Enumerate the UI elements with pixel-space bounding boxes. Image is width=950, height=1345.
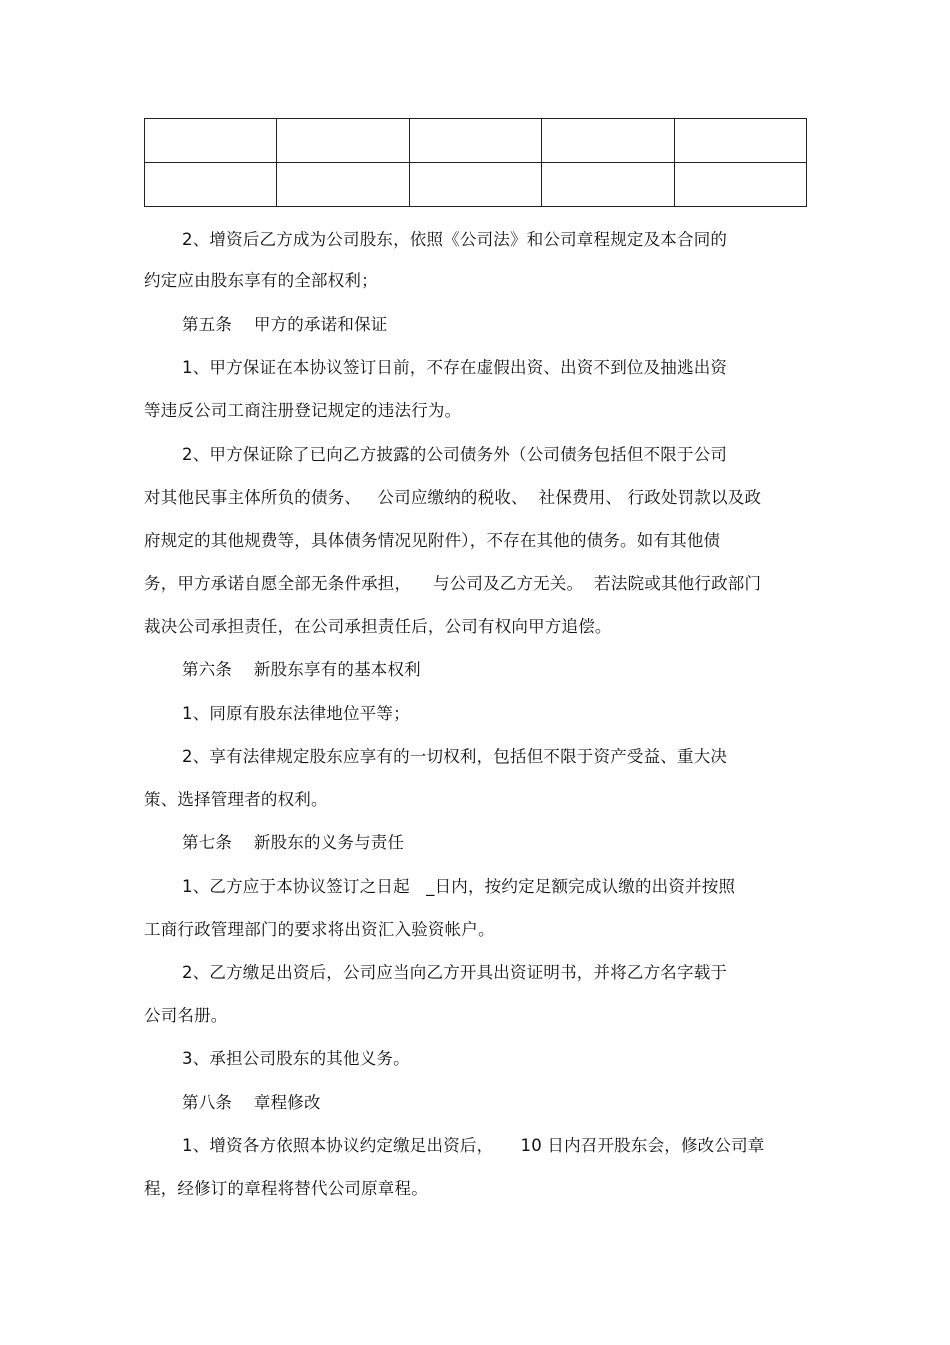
table-cell [542,119,674,163]
article-7-item-3: 3、承担公司股东的其他义务。 [182,1049,410,1068]
table-cell [674,163,806,207]
article-7-item-2-line-1: 2、乙方缴足出资后，公司应当向乙方开具出资证明书，并将乙方名字载于 [182,963,728,982]
article-5-item-2-line-3: 府规定的其他规费等，具体债务情况见附件），不存在其他的债务。如有其他债 [144,531,721,550]
article-6-heading: 第六条 新股东享有的基本权利 [182,660,421,679]
article-5-item-2-line-2: 对其他民事主体所负的债务、 公司应缴纳的税收、 社保费用、 行政处罚款以及政 [144,488,762,507]
article-6-item-1: 1、同原有股东法律地位平等； [182,704,410,723]
clause-4-item-2-line-1: 2、增资后乙方成为公司股东，依照《公司法》和公司章程规定及本合同的 [182,230,728,249]
table-row [145,119,807,163]
article-7-item-1-line-1: 1、乙方应于本协议签订之日起 _日内，按约定足额完成认缴的出资并按照 [182,877,736,896]
article-8-item-1-line-1: 1、增资各方依照本协议约定缴足出资后， 10 日内召开股东会，修改公司章 [182,1136,765,1155]
clause-4-item-2-line-2: 约定应由股东享有的全部权利； [144,271,378,290]
article-6-item-2-line-2: 策、选择管理者的权利。 [144,790,328,809]
article-7-item-1-line-2: 工商行政管理部门的要求将出资汇入验资帐户。 [144,920,495,939]
article-7-item-2-line-2: 公司名册。 [144,1006,228,1025]
article-8-item-1-line-2: 程，经修订的章程将替代公司原章程。 [144,1179,428,1198]
article-5-heading: 第五条 甲方的承诺和保证 [182,315,388,334]
article-5-item-1-line-2: 等违反公司工商注册登记规定的违法行为。 [144,401,462,420]
article-5-item-2-line-4: 务，甲方承诺自愿全部无条件承担， 与公司及乙方无关。 若法院或其他行政部门 [144,574,762,593]
article-6-item-2-line-1: 2、享有法律规定股东应享有的一切权利，包括但不限于资产受益、重大决 [182,747,728,766]
table-cell [145,119,277,163]
table-cell [277,119,409,163]
table-cell [674,119,806,163]
table-cell [542,163,674,207]
table-cell [409,163,541,207]
table-cell [277,163,409,207]
article-5-item-2-line-1: 2、甲方保证除了已向乙方披露的公司债务外（公司债务包括但不限于公司 [182,445,728,464]
article-5-item-1-line-1: 1、甲方保证在本协议签订日前，不存在虚假出资、出资不到位及抽逃出资 [182,358,728,377]
table-cell [409,119,541,163]
article-5-item-2-line-5: 裁决公司承担责任，在公司承担责任后，公司有权向甲方追偿。 [144,617,612,636]
article-7-heading: 第七条 新股东的义务与责任 [182,833,405,852]
table-row [145,163,807,207]
table-cell [145,163,277,207]
article-8-heading: 第八条 章程修改 [182,1093,321,1112]
shareholder-table [144,118,807,207]
